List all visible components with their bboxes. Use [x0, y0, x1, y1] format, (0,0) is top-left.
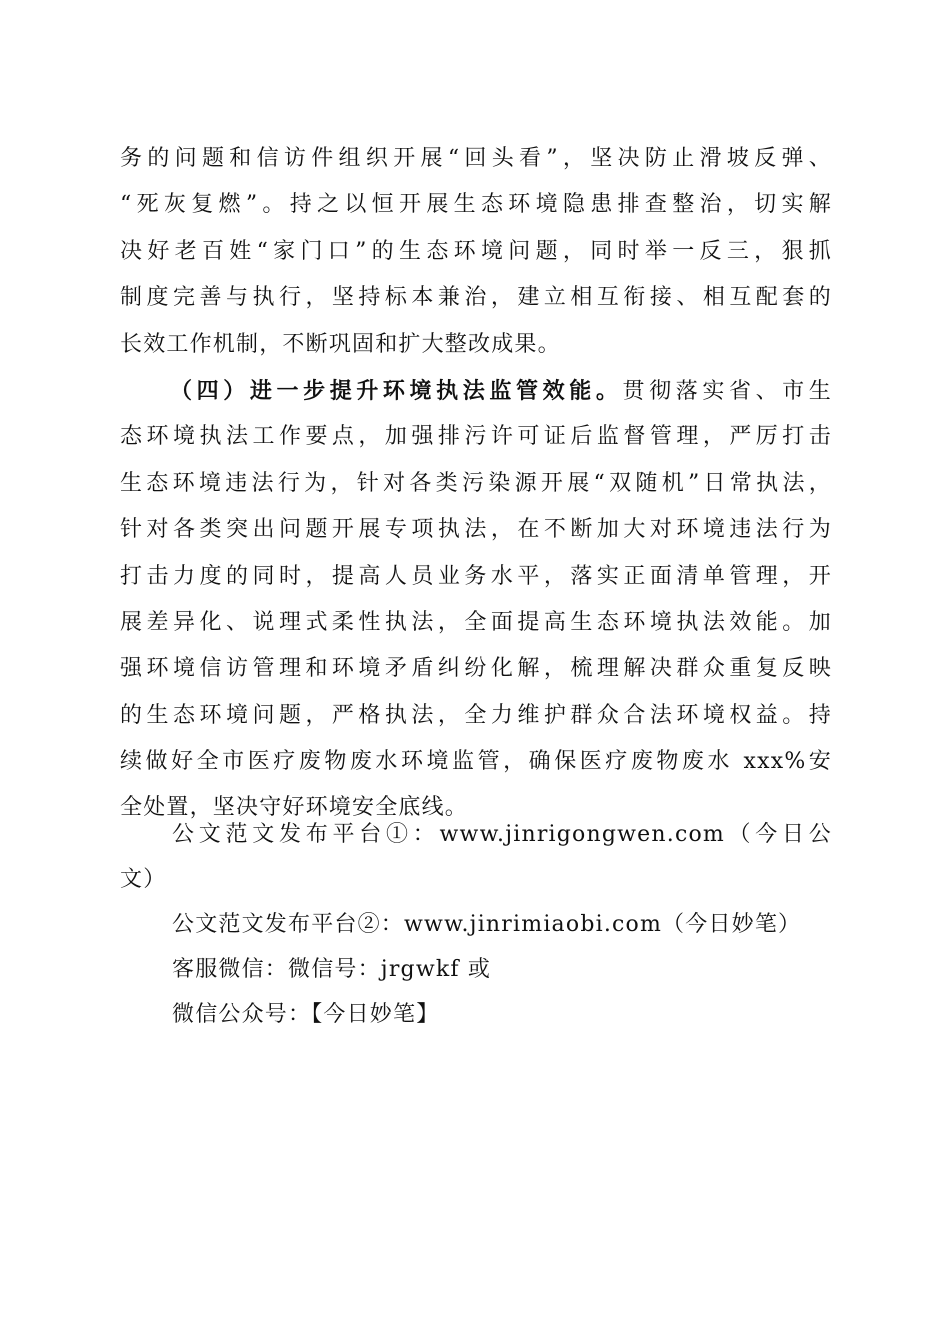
- footer-contacts: [172, 902, 832, 1037]
- paragraph-line: 生态环境违法行为，针对各类污染源开展“双随机”日常执法，: [120, 470, 832, 496]
- platform1-link-line2: 文）: [120, 867, 167, 892]
- wechat-service-line: 客服微信：微信号：jrgwkf 或: [172, 957, 492, 982]
- paragraph-line: 续做好全市医疗废物废水环境监管，确保医疗废物废水 xxx%安: [120, 749, 832, 775]
- paragraph-line: 全处置，坚决守好环境安全底线。: [120, 795, 469, 821]
- section-heading-line: [120, 368, 832, 414]
- footer-platform1: [120, 812, 832, 902]
- paragraph-line: 务的问题和信访件组织开展“回头看”，坚决防止滑坡反弹、: [120, 146, 832, 171]
- paragraph-line: “死灰复燃”。持之以恒开展生态环境隐患排查整治，切实解: [120, 192, 832, 218]
- paragraph-line: 针对各类突出问题开展专项执法，在不断加大对环境违法行为: [120, 517, 832, 543]
- wechat-official-line: 微信公众号：【今日妙笔】: [172, 1002, 440, 1027]
- paragraph-line: 态环境执法工作要点，加强排污许可证后监督管理，严厉打击: [120, 424, 832, 450]
- platform2-link[interactable]: 公文范文发布平台②：www.jinrimiaobi.com（今日妙笔）: [172, 912, 802, 937]
- paragraph-line: 的生态环境问题，严格执法，全力维护群众合法环境权益。持: [120, 702, 832, 728]
- paragraph-line: 制度完善与执行，坚持标本兼治，建立相互衔接、相互配套的: [120, 285, 832, 311]
- body-text: [120, 136, 832, 832]
- section-heading: （四）进一步提升环境执法监管效能。: [170, 377, 623, 404]
- paragraph-line: 强环境信访管理和环境矛盾纠纷化解，梳理解决群众重复反映: [120, 656, 832, 682]
- paragraph-line: 打击力度的同时，提高人员业务水平，落实正面清单管理，开: [120, 563, 832, 589]
- paragraph-line: 决好老百姓“家门口”的生态环境问题，同时举一反三，狠抓: [120, 238, 832, 264]
- paragraph-line: 长效工作机制，不断巩固和扩大整改成果。: [120, 331, 561, 357]
- platform1-link-line1[interactable]: 公文范文发布平台①：www.jinrigongwen.com（今日公: [172, 822, 832, 847]
- section-heading-continuation: 贯彻落实省、市生: [622, 378, 832, 404]
- paragraph-line: 展差异化、说理式柔性执法，全面提高生态环境执法效能。加: [120, 609, 832, 635]
